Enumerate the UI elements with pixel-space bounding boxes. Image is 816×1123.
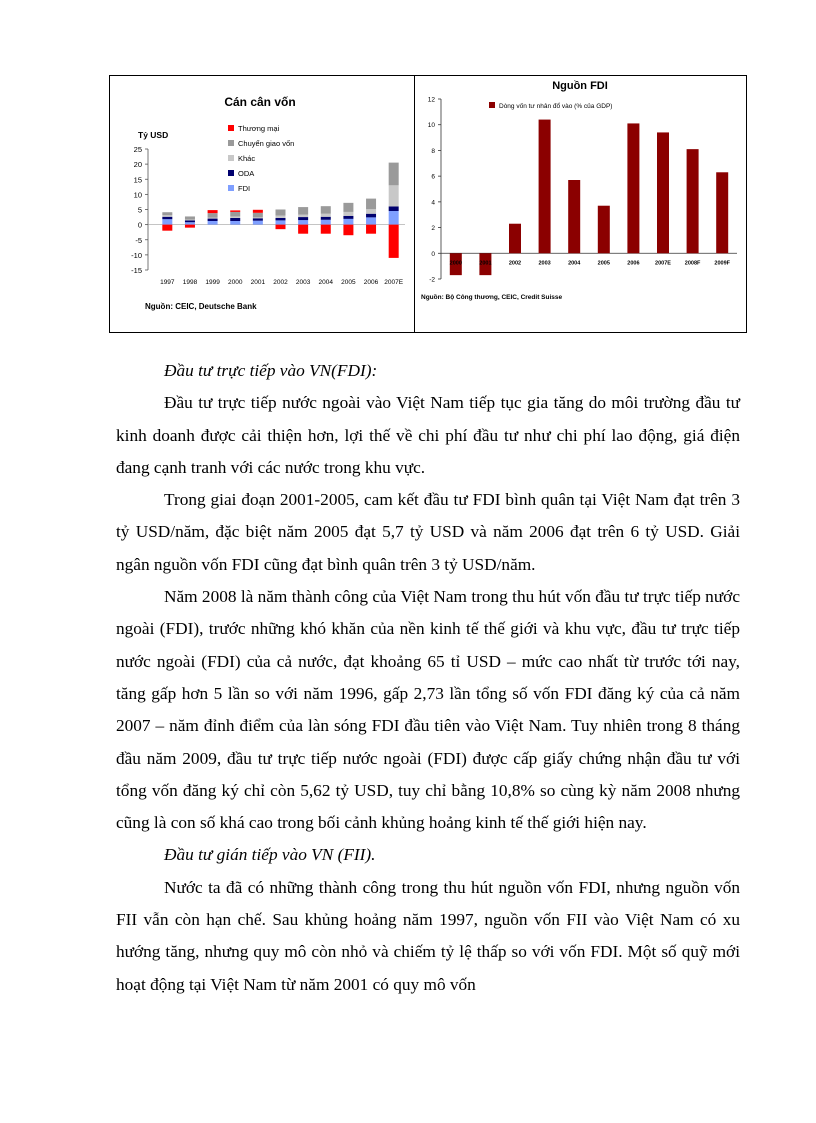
bar-segment	[230, 212, 240, 217]
paragraph-fdi-growth: Đầu tư trực tiếp nước ngoài vào Việt Nam tiếp tục gia tăng do môi trường đầu tư kinh doanh được cải thiện hơn, lợi thế về chi phí đầu tư như chi phí lao động, giá điện đang cạnh tranh với các nước trong khu vực.	[116, 393, 740, 477]
fdi-bar	[568, 180, 580, 253]
bar-segment	[276, 225, 286, 230]
legend-swatch	[228, 155, 234, 161]
bar-segment	[343, 216, 353, 219]
heading-fdi: Đầu tư trực tiếp vào VN(FDI):	[164, 361, 378, 380]
bar-segment	[162, 217, 172, 219]
x-tick-label: 2009F	[714, 260, 731, 267]
bar-segment	[230, 221, 240, 225]
x-tick-label: 2003	[538, 260, 551, 267]
bar-segment	[185, 216, 195, 219]
bar-segment	[162, 225, 172, 231]
chart-title: Cán cân vốn	[224, 95, 296, 109]
bar-segment	[230, 218, 240, 221]
x-tick-label: 2002	[508, 260, 522, 267]
y-tick-label: -2	[429, 276, 435, 284]
legend-label: Dòng vốn tư nhân đổ vào (% của GDP)	[499, 103, 613, 110]
bar-segment	[185, 222, 195, 224]
bar-segment	[298, 215, 308, 217]
bar-segment	[298, 225, 308, 234]
fdi-bar	[598, 206, 610, 254]
x-tick-label: 2004	[568, 260, 581, 267]
legend-label: Thương mại	[238, 124, 280, 133]
legend-swatch	[228, 170, 234, 176]
bar-segment	[208, 218, 218, 219]
x-tick-label: 1997	[160, 279, 175, 286]
bar-segment	[343, 212, 353, 216]
fdi-bar	[509, 224, 521, 254]
bar-segment	[366, 199, 376, 210]
bar-segment	[366, 225, 376, 234]
x-tick-label: 2003	[295, 279, 311, 286]
bar-segment	[321, 214, 331, 217]
capital-balance-chart-panel	[110, 76, 414, 332]
y-tick-label: 6	[431, 173, 435, 181]
x-tick-label: 2004	[318, 279, 334, 286]
legend-swatch	[228, 185, 234, 191]
fdi-source-chart-panel	[415, 76, 746, 332]
bar-segment	[389, 163, 399, 186]
bar-segment	[276, 216, 286, 218]
bar-segment	[366, 209, 376, 214]
y-axis-label: Tỷ USD	[138, 130, 169, 140]
x-tick-label: 2000	[449, 260, 462, 267]
y-tick-label: 15	[133, 175, 142, 185]
bar-segment	[208, 219, 218, 221]
bar-segment	[162, 219, 172, 224]
bar-segment	[389, 225, 399, 258]
bar-segment	[298, 207, 308, 215]
x-tick-label: 2001	[250, 279, 266, 286]
x-tick-label: 2006	[627, 260, 640, 267]
x-tick-label: 2002	[273, 279, 288, 286]
bar-segment	[321, 206, 331, 214]
x-tick-label: 2005	[597, 260, 610, 267]
x-tick-label: 2007E	[384, 279, 404, 286]
bar-segment	[185, 220, 195, 222]
chart-source: Nguồn: Bộ Công thương, CEIC, Credit Suisse	[421, 294, 563, 301]
paragraph-fdi-2008: Năm 2008 là năm thành công của Việt Nam trong thu hút vốn đầu tư trực tiếp nước ngoài (FDI), trước những khó khăn của nền kinh tế thế giới và khu vực, đầu tư trực tiếp nước ngoài (FDI) của cả nước, đạt khoảng 65 tỉ USD – mức cao nhất từ trước tới nay, tăng gấp hơn 5 lần so với năm 1996, gấp 2,73 lần tổng số vốn FDI đăng ký của cả năm 2007 – năm đỉnh điểm của làn sóng FDI đầu tiên vào Việt Nam. Tuy nhiên trong 8 tháng đầu năm 2009, đầu tư trực tiếp nước ngoài (FDI) được cấp giấy chứng nhận đầu tư với tổng vốn đăng ký chỉ còn 5,62 tỷ USD, tuy chỉ bằng 10,8% so cùng kỳ năm 2008 nhưng cũng là con số khá cao trong bối cảnh khủng hoảng kinh tế thế giới hiện nay.	[116, 587, 740, 833]
fdi-bar	[687, 149, 699, 253]
bar-segment	[276, 218, 286, 220]
heading-fii: Đầu tư gián tiếp vào VN (FII).	[164, 845, 376, 865]
legend-swatch	[489, 102, 495, 108]
fdi-source-chart	[415, 76, 746, 332]
y-tick-label: 10	[427, 122, 435, 130]
bar-segment	[162, 212, 172, 215]
y-tick-label: 8	[431, 147, 435, 155]
bar-segment	[343, 219, 353, 225]
fdi-bar	[539, 120, 551, 254]
capital-balance-chart	[110, 76, 414, 332]
bar-segment	[389, 206, 399, 211]
x-tick-label: 2005	[341, 279, 356, 286]
legend-label: FDI	[238, 184, 251, 193]
bar-segment	[208, 221, 218, 225]
y-tick-label: 25	[133, 145, 142, 154]
fdi-bar	[627, 123, 639, 253]
y-tick-label: 12	[427, 96, 435, 104]
bar-segment	[298, 220, 308, 225]
y-tick-label: 5	[137, 205, 142, 215]
y-tick-label: -5	[135, 235, 142, 245]
legend-swatch	[228, 125, 234, 131]
chart-figure	[109, 75, 747, 333]
bar-segment	[389, 185, 399, 206]
bar-segment	[276, 220, 286, 224]
paragraph-fdi-2001-2005: Trong giai đoạn 2001-2005, cam kết đầu tư FDI bình quân tại Việt Nam đạt trên 3 tỷ USD/năm, đặc biệt năm 2005 đạt 5,7 tỷ USD và năm 2006 đạt trên 6 tỷ USD. Giải ngân nguồn vốn FDI cũng đạt bình quân trên 3 tỷ USD/năm.	[116, 490, 740, 574]
bar-segment	[208, 210, 218, 213]
x-tick-label: 1999	[205, 279, 220, 286]
y-tick-label: 0	[137, 220, 142, 230]
y-tick-label: 0	[431, 250, 435, 258]
chart-title: Nguồn FDI	[552, 80, 608, 92]
bar-segment	[343, 225, 353, 236]
bar-segment	[253, 213, 263, 218]
bar-segment	[208, 213, 218, 218]
y-tick-label: 20	[133, 160, 142, 170]
bar-segment	[298, 217, 308, 220]
chart-source: Nguồn: CEIC, Deutsche Bank	[145, 302, 257, 311]
x-tick-label: 2001	[479, 260, 492, 267]
body-text	[116, 355, 740, 1001]
bar-segment	[343, 203, 353, 212]
y-tick-label: 2	[431, 225, 435, 233]
bar-segment	[321, 217, 331, 220]
x-tick-label: 1998	[182, 279, 198, 286]
bar-segment	[253, 210, 263, 213]
bar-segment	[321, 225, 331, 234]
bar-segment	[162, 215, 172, 217]
bar-segment	[230, 210, 240, 212]
bar-segment	[230, 216, 240, 218]
y-tick-label: 4	[431, 199, 435, 207]
legend-label: ODA	[238, 169, 255, 178]
bar-segment	[389, 211, 399, 225]
bar-segment	[366, 214, 376, 218]
bar-segment	[276, 210, 286, 216]
x-tick-label: 2007E	[655, 260, 671, 267]
x-tick-label: 2000	[227, 279, 243, 286]
legend-label: Khác	[238, 154, 256, 163]
paragraph-fii: Nước ta đã có những thành công trong thu hút nguồn vốn FDI, nhưng nguồn vốn FII vẫn còn hạn chế. Sau khủng hoảng năm 1997, nguồn vốn FII vào Việt Nam có xu hướng tăng, nhưng quy mô còn nhỏ và chiếm tỷ lệ thấp so với vốn FDI. Một số quỹ mới hoạt động tại Việt Nam từ năm 2001 có quy mô vốn	[116, 877, 740, 994]
bar-segment	[253, 218, 263, 220]
bar-segment	[253, 217, 263, 218]
y-tick-label: 10	[133, 190, 142, 200]
y-tick-label: -10	[131, 250, 142, 260]
bar-segment	[185, 219, 195, 220]
bar-segment	[185, 225, 195, 228]
legend-label: Chuyển giao vốn	[238, 139, 295, 148]
legend-swatch	[228, 140, 234, 146]
y-tick-label: -15	[131, 266, 142, 275]
x-tick-label: 2008F	[684, 260, 701, 267]
x-tick-label: 2006	[363, 279, 379, 286]
bar-segment	[321, 220, 331, 225]
bar-segment	[366, 217, 376, 224]
fdi-bar	[716, 172, 728, 253]
bar-segment	[253, 221, 263, 225]
fdi-bar	[657, 132, 669, 253]
